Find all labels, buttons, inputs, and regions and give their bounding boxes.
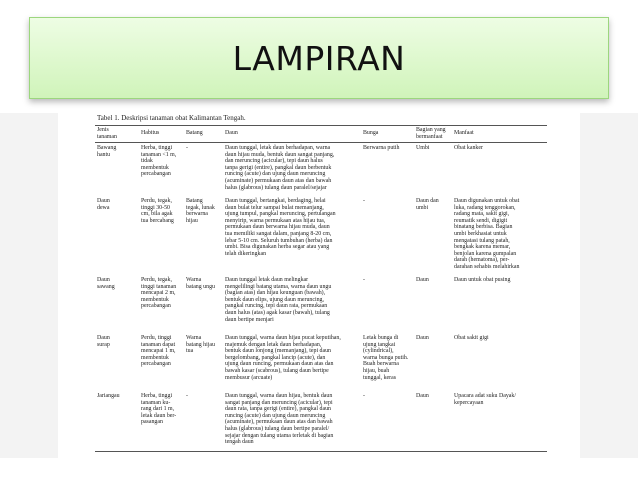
slide-title: LAMPIRAN [232,38,406,78]
table-caption: Tabel 1. Deskripsi tanaman obat Kalimantan Tengah. [97,114,246,122]
header-jenis-tanaman: Jenis tanaman [97,127,117,140]
table-cell: Daun [416,277,429,283]
table-cell: - [186,145,188,151]
table-cell: Obat sakit gigi [454,335,489,341]
table-cell: Herba, tinggi tanaman <1 m, tidak membentuk percabangan [141,145,177,178]
table-cell: Daun untuk obat pusing [454,277,511,283]
table-cell: Umbi [416,145,430,151]
table-cell: Batang tegak, lunak berwarna hijau [186,198,215,224]
table-cell: Daun tunggal, warna daun hijau, bentuk daun sangat panjang dan meruncing (acicular), tepi daun rata, tanpa gerigi (entire), pangkal daun runcing (acute) dan ujung daun meruncing (acuminate), permukaan daun atas dan bawah halus (glabrous) tulang daun bertipe paralel/ sejajar dengan tulang utama terletak di bagian tengah daun [225,393,334,446]
table-cell: Warna batang hijau tua [186,335,215,355]
table-cell: Daun [416,393,429,399]
table-cell: Herba, tinggi tanaman ku- rang dari 1 m, letak daun ber- pasangan [141,393,177,426]
table-cell: Obat kanker [454,145,483,151]
table-image [89,112,551,460]
table-cell: - [363,277,365,283]
header-batang: Batang [186,130,203,136]
table-cell: Daun [416,335,429,341]
table-cell: Perdu, tegak, tinggi tanaman mencapai 2 m, membentuk percabangan [141,277,177,310]
header-bunga: Bunga [363,130,379,136]
header-habitus: Habitus [141,130,160,136]
table-cell: Daun surap [97,335,110,348]
table-cell: Jariangau [97,393,120,399]
table-cell: Bawang hantu [97,145,117,158]
slide-title-box [29,17,609,99]
table-cell: Daun dewa [97,198,110,211]
table-cell: Daun sawang [97,277,115,290]
table-cell: Daun digunakan untuk obat luka, radang tenggorokan, radang mata, sakit gigi, reumatik sendi, digigit binatang berbisa. Bagian umbi berkhasiat untuk mengatasi tulang patah, bengkak karena memar, benjolan karena gumpalan darah (hematoma), per- darahan sehabis melahirkan [454,198,520,270]
right-margin-panel [580,113,638,458]
table-bottom-rule [95,451,547,452]
table-cell: Daun tunggal, bertangkai, berdaging, helai daun bulat telur sampai bulat memanjang, ujung tumpul, pangkal meruncing, pertulangan menyirip, warna permukaan atas hijau tua, permukaan daun berwarna hijau muda, daun tua memiliki sangat dalam, panjang 8-20 cm, lebar 5-10 cm. Seluruh tumbuhan (herba) dan umbi. Bisa digunakan herba segar atau yang telah dikeringkan [225,198,336,257]
table-cell: Daun dan umbi [416,198,439,211]
table-top-rule [95,125,547,126]
table-cell: Daun tunggal, letak daun berhadapan, warna daun hijau muda, bentuk daun sangat panjang, dan meruncing (acicular), tepi daun halus tanpa gerigi (entire), pangkal daun berbentuk runcing (acute) dan ujung daun meruncing (acuminate) permukaan daun atas dan bawah halus (glabrous) tulang daun paralel/sejajar [225,145,335,191]
table-cell: Perdu, tinggi tanaman dapat mencapai 1 m, membentuk percabangan [141,335,176,368]
table-cell: Letak bunga di ujung tangkai (cylindrical), warna bunga putih. Buah berwarna hijau, buah tunggal, keras [363,335,409,381]
table-cell: Warna batang ungu [186,277,215,290]
table-cell: - [363,198,365,204]
header-manfaat: Manfaat [454,130,474,136]
table-cell: Perdu, tegak, tinggi 30-50 cm, bila agak tua bercabang [141,198,174,224]
table-cell: - [186,393,188,399]
table-cell: Upacara adat suku Dayak/ kepercayaan [454,393,516,406]
header-daun: Daun [225,130,238,136]
table-cell: Berwarna putih [363,145,400,151]
table-cell: - [363,393,365,399]
header-bagian: Bagian yang bermanfaat [416,127,446,140]
table-cell: Daun tunggal letak daun melingkar mengelilingi batang utama, warna daun ungu (bagian atas) dan hijau keunguan (bawah), bentuk daun elips, ujung daun meruncing, pangkal runcing, tepi daun rata, permukaan daun halus (atas) agak kasar (bawah), tulang daun bertipe menjari [225,277,332,323]
table-cell: Daun tunggal, warna daun hijau pucat keputihan, majemuk dengan letak daun berhadapan, bentuk daun lonjong (memanjang), tepi daun bergelombang, pangkal lancip (acute), dan ujung daun runcing, permukaan daun atas dan bawah kasar (scabrous), tulang daun bertipe membusur (arcuate) [225,335,341,381]
table-header-rule [95,142,547,143]
left-margin-panel [0,113,58,458]
